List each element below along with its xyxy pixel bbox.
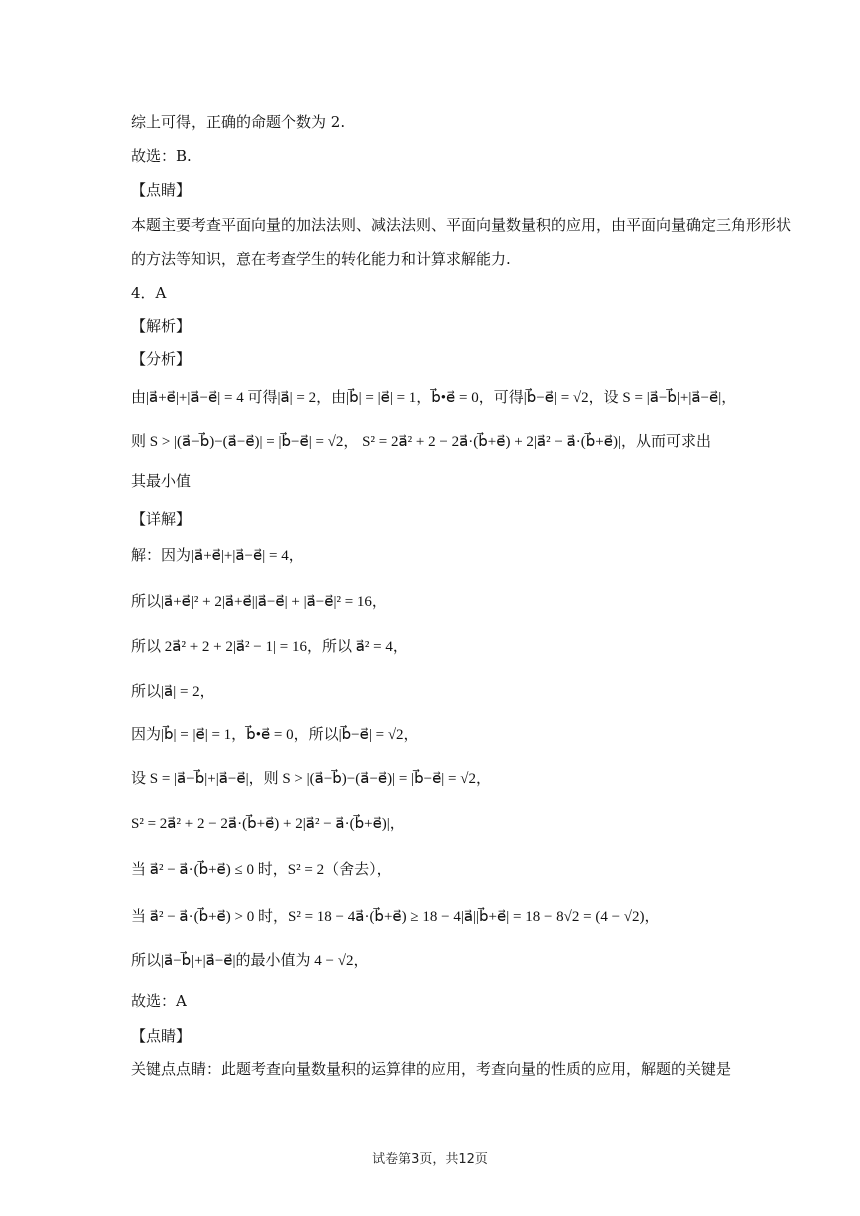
analysis-line-2: 则 S > |(a⃗−b⃗)−(a⃗−e⃗)| = |b⃗−e⃗| = √2， S² = 2a⃗² + 2 − 2a⃗·(b⃗+e⃗) + 2|a⃗² − a⃗·(b⃗+e⃗)|，从而可求出 (131, 434, 711, 450)
solution-step-5: 因为|b⃗| = |e⃗| = 1，b⃗•e⃗ = 0，所以|b⃗−e⃗| = √2， (131, 727, 419, 743)
solution-step-8: 当 a⃗² − a⃗·(b⃗+e⃗) ≤ 0 时，S² = 2（舍去）， (131, 862, 392, 878)
section-heading-jiexi: 【解析】 (131, 317, 192, 335)
section-heading-dianjing: 【点睛】 (131, 181, 192, 199)
conclusion-line: 综上可得，正确的命题个数为 2. (131, 113, 346, 131)
final-answer-line: 故选：A (131, 992, 187, 1010)
section-heading-fenxi: 【分析】 (131, 350, 192, 368)
answer-choice-line: 故选：B. (131, 147, 192, 165)
page-footer: 试卷第3页，共12页 (372, 1152, 488, 1167)
section-heading-xiangjie: 【详解】 (131, 510, 192, 528)
solution-step-6: 设 S = |a⃗−b⃗|+|a⃗−e⃗|，则 S > |(a⃗−b⃗)−(a⃗−e⃗)| = |b⃗−e⃗| = √2， (131, 771, 491, 787)
commentary-paragraph: 本题主要考查平面向量的加法法则、减法法则、平面向量数量积的应用，由平面向量确定三角形形状的方法等知识，意在考查学生的转化能力和计算求解能力. (131, 216, 792, 268)
solution-step-3: 所以 2a⃗² + 2 + 2|a⃗² − 1| = 16，所以 a⃗² = 4， (131, 639, 408, 655)
question-number-line: 4．A (131, 284, 167, 302)
solution-step-4: 所以|a⃗| = 2， (131, 684, 215, 700)
solution-step-7: S² = 2a⃗² + 2 − 2a⃗·(b⃗+e⃗) + 2|a⃗² − a⃗·(b⃗+e⃗)|， (131, 816, 405, 832)
analysis-line-3: 其最小值 (131, 472, 192, 490)
section-heading-dianjing-2: 【点睛】 (131, 1027, 192, 1045)
key-point-line: 关键点点睛：此题考查向量数量积的运算律的应用，考查向量的性质的应用，解题的关键是 (131, 1060, 732, 1078)
solution-step-2: 所以|a⃗+e⃗|² + 2|a⃗+e⃗||a⃗−e⃗| + |a⃗−e⃗|² = 16， (131, 594, 387, 610)
solution-step-1: 解：因为|a⃗+e⃗|+|a⃗−e⃗| = 4， (131, 548, 304, 564)
solution-step-9: 当 a⃗² − a⃗·(b⃗+e⃗) > 0 时，S² = 18 − 4a⃗·(b⃗+e⃗) ≥ 18 − 4|a⃗||b⃗+e⃗| = 18 − 8√2 = (4 − √2)， (131, 909, 660, 925)
analysis-line-1: 由|a⃗+e⃗|+|a⃗−e⃗| = 4 可得|a⃗| = 2，由|b⃗| = |e⃗| = 1，b⃗•e⃗ = 0，可得|b⃗−e⃗| = √2，设 S = |a⃗−b⃗|+|a⃗−e⃗|， (131, 390, 737, 406)
solution-step-10: 所以|a⃗−b⃗|+|a⃗−e⃗|的最小值为 4 − √2， (131, 953, 369, 969)
